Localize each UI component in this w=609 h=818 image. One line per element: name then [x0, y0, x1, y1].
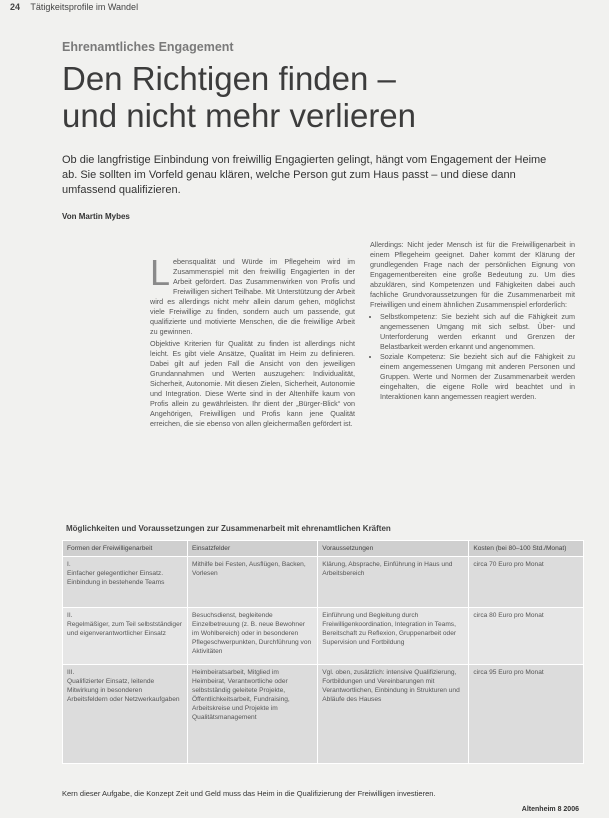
table-cell: I. Einfacher gelegentlicher Einsatz. Einbindung in bestehende Teams [63, 557, 188, 608]
table-cell: II. Regelmäßiger, zum Teil selbstständiger und eigenverantwortlicher Einsatz [63, 608, 188, 665]
column-header: Einsatzfelder [188, 541, 318, 557]
article-kicker: Ehrenamtliches Engagement [62, 40, 234, 54]
table-row [63, 608, 584, 665]
section-label: Tätigkeitsprofile im Wandel [30, 2, 139, 12]
body-column-2 [370, 240, 575, 402]
table-cell: Besuchsdienst, begleitende Einzelbetreuung (z. B. neue Bewohner im Wohlbereich) oder in besonderen Pflegeschwerpunkten, Durchführung von Aktivitäten [188, 608, 318, 665]
article-lead: Ob die langfristige Einbindung von freiwillig Engagierten gelingt, hängt vom Engagement der Heime ab. Sie sollten im Vorfeld genau klären, welche Person gut zum Haus passt – und diese dann umfassend qualifizieren. [62, 154, 547, 196]
table-cell: circa 80 Euro pro Monat [469, 608, 584, 665]
page-number: 24 [10, 2, 21, 12]
page-footer: Altenheim 8 2006 [521, 806, 579, 813]
table-row [63, 665, 584, 764]
table-row [63, 557, 584, 608]
table-title: Möglichkeiten und Voraussetzungen zur Zusammenarbeit mit ehrenamtlichen Kräften [66, 524, 391, 533]
running-header [10, 2, 138, 12]
table-cell: circa 95 Euro pro Monat [469, 665, 584, 764]
table-cell: Heimbeiratsarbeit, Mitglied im Heimbeirat, Verantwortliche oder selbstständig geleitete Projekte, Öffentlichkeitsarbeit, Fundraising, Arbeitskreise und Projekte im Qualitätsmanagement [188, 665, 318, 764]
table-cell: Klärung, Absprache, Einführung in Haus und Arbeitsbereich [318, 557, 469, 608]
table-cell: III. Qualifizierter Einsatz, leitende Mitwirkung in besonderen Arbeitsfeldern oder Netzwerkaufgaben [63, 665, 188, 764]
column-header: Formen der Freiwilligenarbeit [63, 541, 188, 557]
column-header: Voraussetzungen [318, 541, 469, 557]
drop-cap: L [150, 252, 171, 293]
list-item: • Soziale Kompetenz: Sie bezieht sich auf die Fähigkeit zu einem angemessenen Umgang mit anderen Personen und Gruppen. Werte und Normen der Zusammenarbeit werden eingehalten, die eigene Rolle wird beachtet und in Interaktionen kann angemessen reagiert werden. [380, 352, 575, 402]
table-cell: Mithilfe bei Festen, Ausflügen, Backen, Vorlesen [188, 557, 318, 608]
table-cell: Vgl. oben, zusätzlich: intensive Qualifizierung, Fortbildungen und Vereinbarungen mit Verantwortlichen, Einbindung in Strukturen und Abläufe des Hauses [318, 665, 469, 764]
article-title [62, 60, 582, 134]
bullet-list [370, 312, 575, 402]
table-cell: circa 70 Euro pro Monat [469, 557, 584, 608]
table-header-row [63, 541, 584, 557]
article-author: Von Martin Mybes [62, 212, 130, 221]
paragraph: Allerdings: Nicht jeder Mensch ist für die Freiwilligenarbeit in einem Pflegeheim geeignet. Daher kommt der Klärung der grundlegenden Frage nach der persönlichen Eignung von Engagementbereiten eine große Bedeutung zu. Um dies abzuklären, sind Kompetenzen und Fähigkeiten dabei auch fachliche Grundvoraussetzungen für die Zusammenarbeit mit Freiwilligen und einem ähnlichen Zusammenspiel erforderlich: [370, 240, 575, 309]
title-line-2: und nicht mehr verlieren [62, 97, 417, 134]
table-cell: Einführung und Begleitung durch Freiwilligenkoordination, Integration in Teams, Bereitschaft zu Reflexion, Gruppenarbeit oder Supervision und Fortbildung [318, 608, 469, 665]
paragraph [150, 252, 355, 337]
column-header: Kosten (bei 80–100 Std./Monat) [469, 541, 584, 557]
table-footnote: Kern dieser Aufgabe, die Konzept Zeit und Geld muss das Heim in die Qualifizierung der Freiwilligen investieren. [62, 789, 436, 798]
paragraph: Objektive Kriterien für Qualität zu finden ist allerdings nicht leicht. Es gibt viele Ansätze, Qualität im Heim zu definieren. Dabei gilt auf jeden Fall die Ansicht von den jeweiligen Grundannahmen und Werten auszugehen: Individualität, Sicherheit, Autonomie. Mit diesen Zielen, Sicherheit, Autonomie und Integration. Diese Werte sind in der Altenhilfe kaum von Profis allein zu gewährleisten. Ihr dient der „Bürger-Blick“ von Angehörigen, Freiwilligen und Profis kann jene Qualität erreichen, die sie ebenso von allen gleichermaßen gefördert ist. [150, 339, 355, 428]
list-item: • Selbstkompetenz: Sie bezieht sich auf die Fähigkeit zum angemessenen Umgang mit sich selbst. Über- und Unterforderung werden erkannt und Grenzen der Belastbarkeit werden erkannt und angenommen. [380, 312, 575, 352]
info-table [62, 540, 584, 764]
body-column-1 [150, 252, 355, 431]
paragraph-text: ebensqualität und Würde im Pflegeheim wird im Zusammenspiel mit den freiwillig Engagierten in der Arbeit gefördert. Das Zusammenwirken von Profis und Freiwilligen sichert Teilhabe. Mit Unterstützung der Arbeit wird es allerdings nicht mehr allein darum gehen, möglichst viele Freiwillige zu finden, sondern auch um passende, gut qualifizierte und motivierte Menschen, die die freiwillige Arbeit zu gewinnen. [150, 257, 355, 336]
title-line-1: Den Richtigen finden – [62, 60, 396, 97]
